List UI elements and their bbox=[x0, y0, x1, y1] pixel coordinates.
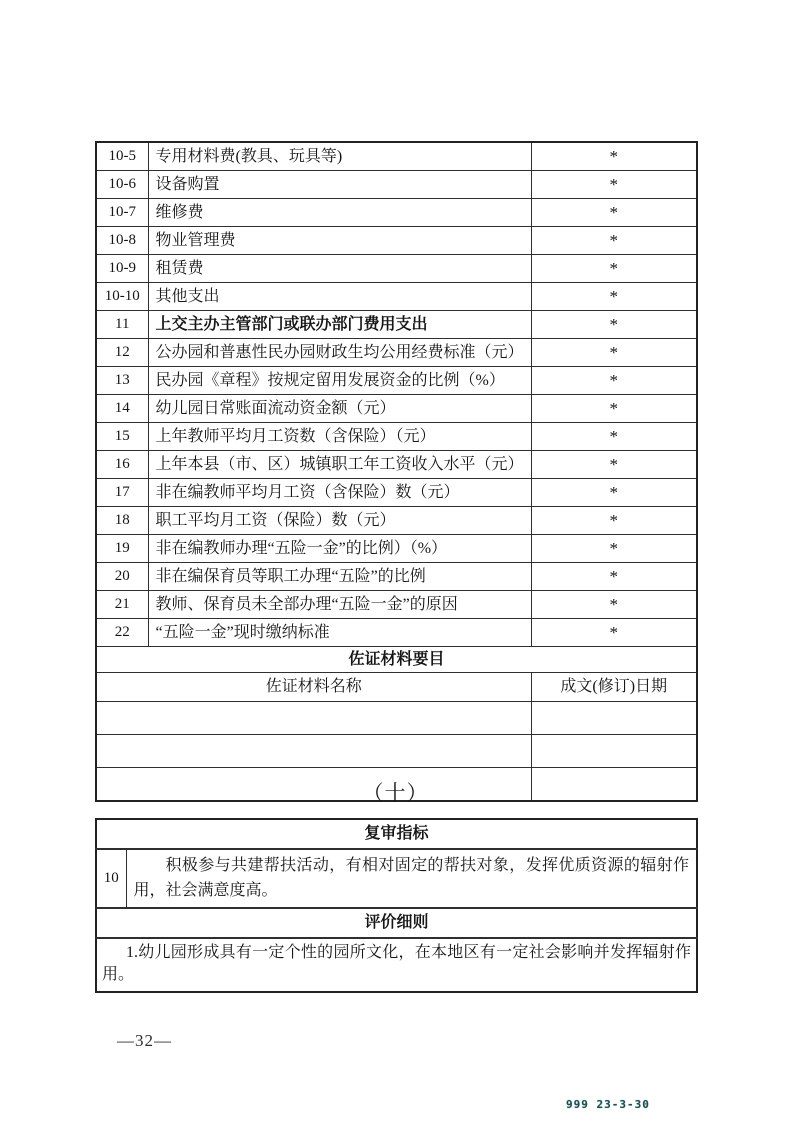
materials-name-header: 佐证材料名称 bbox=[96, 673, 531, 702]
materials-date-cell bbox=[531, 702, 697, 735]
review-header-row bbox=[96, 819, 697, 849]
rules-header-row bbox=[96, 908, 697, 938]
row-value: * bbox=[531, 283, 697, 311]
indicator-row bbox=[96, 395, 697, 423]
indicator-row bbox=[96, 535, 697, 563]
materials-name-cell bbox=[96, 735, 531, 768]
row-number: 19 bbox=[96, 535, 148, 563]
row-number: 11 bbox=[96, 311, 148, 339]
review-item-text: 积极参与共建帮扶活动，有相对固定的帮扶对象，发挥优质资源的辐射作用，社会满意度高。 bbox=[133, 857, 690, 899]
row-number: 10-5 bbox=[96, 142, 148, 171]
indicator-row bbox=[96, 199, 697, 227]
row-label: 上交主办主管部门或联办部门费用支出 bbox=[148, 311, 531, 339]
row-value: * bbox=[531, 479, 697, 507]
indicator-row bbox=[96, 563, 697, 591]
row-value: * bbox=[531, 339, 697, 367]
row-number: 22 bbox=[96, 619, 148, 647]
row-number: 17 bbox=[96, 479, 148, 507]
row-label: 上年本县（市、区）城镇职工年工资收入水平（元） bbox=[148, 451, 531, 479]
row-number: 13 bbox=[96, 367, 148, 395]
indicator-row bbox=[96, 255, 697, 283]
indicator-row bbox=[96, 423, 697, 451]
row-number: 16 bbox=[96, 451, 148, 479]
row-number: 15 bbox=[96, 423, 148, 451]
row-number: 14 bbox=[96, 395, 148, 423]
section-heading: （十） bbox=[362, 781, 429, 805]
row-label: 租赁费 bbox=[148, 255, 531, 283]
row-value: * bbox=[531, 311, 697, 339]
row-label: 公办园和普惠性民办园财政生均公用经费标准（元） bbox=[148, 339, 531, 367]
row-value: * bbox=[531, 563, 697, 591]
row-value: * bbox=[531, 227, 697, 255]
review-item-cell bbox=[126, 849, 697, 908]
row-value: * bbox=[531, 171, 697, 199]
review-item-row bbox=[96, 849, 697, 908]
rules-content-cell bbox=[96, 938, 697, 992]
row-label: 设备购置 bbox=[148, 171, 531, 199]
row-label: 物业管理费 bbox=[148, 227, 531, 255]
row-number: 18 bbox=[96, 507, 148, 535]
indicator-row bbox=[96, 171, 697, 199]
row-value: * bbox=[531, 451, 697, 479]
row-number: 10-8 bbox=[96, 227, 148, 255]
row-value: * bbox=[531, 142, 697, 171]
materials-section-title-row bbox=[96, 647, 697, 673]
row-number: 12 bbox=[96, 339, 148, 367]
materials-header-row bbox=[96, 673, 697, 702]
indicator-row bbox=[96, 479, 697, 507]
indicator-row bbox=[96, 142, 697, 171]
row-value: * bbox=[531, 591, 697, 619]
materials-date-cell bbox=[531, 735, 697, 768]
row-value: * bbox=[531, 535, 697, 563]
indicator-row bbox=[96, 339, 697, 367]
materials-name-cell bbox=[96, 702, 531, 735]
row-label: 教师、保育员未全部办理“五险一金”的原因 bbox=[148, 591, 531, 619]
row-label: 维修费 bbox=[148, 199, 531, 227]
row-label: 职工平均月工资（保险）数（元） bbox=[148, 507, 531, 535]
materials-date-header: 成文(修订)日期 bbox=[531, 673, 697, 702]
row-number: 10-10 bbox=[96, 283, 148, 311]
review-indicator-table bbox=[95, 818, 698, 993]
row-label: 其他支出 bbox=[148, 283, 531, 311]
page-number: —32— bbox=[117, 1031, 172, 1050]
row-label: 非在编教师办理“五险一金”的比例）（%） bbox=[148, 535, 531, 563]
row-label: 上年教师平均月工资数（含保险）（元） bbox=[148, 423, 531, 451]
row-value: * bbox=[531, 367, 697, 395]
row-number: 20 bbox=[96, 563, 148, 591]
row-label: 专用材料费(教具、玩具等) bbox=[148, 142, 531, 171]
row-value: * bbox=[531, 395, 697, 423]
row-value: * bbox=[531, 199, 697, 227]
row-value: * bbox=[531, 423, 697, 451]
indicator-row bbox=[96, 451, 697, 479]
indicator-rows-body bbox=[96, 142, 697, 647]
materials-empty-row bbox=[96, 702, 697, 735]
row-label: 民办园《章程》按规定留用发展资金的比例（%） bbox=[148, 367, 531, 395]
row-number: 10-9 bbox=[96, 255, 148, 283]
row-value: * bbox=[531, 255, 697, 283]
indicator-row bbox=[96, 619, 697, 647]
row-value: * bbox=[531, 619, 697, 647]
row-number: 10-7 bbox=[96, 199, 148, 227]
indicator-row bbox=[96, 311, 697, 339]
indicator-row bbox=[96, 367, 697, 395]
row-label: 非在编教师平均月工资（含保险）数（元） bbox=[148, 479, 531, 507]
row-number: 10-6 bbox=[96, 171, 148, 199]
indicator-row bbox=[96, 227, 697, 255]
rules-content-row bbox=[96, 938, 697, 992]
review-item-number: 10 bbox=[96, 849, 126, 908]
rules-header: 评价细则 bbox=[96, 908, 697, 938]
materials-section-title: 佐证材料要目 bbox=[96, 647, 697, 673]
camera-timestamp: 999 23-3-30 bbox=[566, 1098, 650, 1111]
row-label: “五险一金”现时缴纳标准 bbox=[148, 619, 531, 647]
indicator-row bbox=[96, 591, 697, 619]
indicator-row bbox=[96, 507, 697, 535]
materials-empty-row bbox=[96, 735, 697, 768]
review-header: 复审指标 bbox=[96, 819, 697, 849]
indicator-row bbox=[96, 283, 697, 311]
row-label: 幼儿园日常账面流动资金额（元） bbox=[148, 395, 531, 423]
funding-indicator-table bbox=[95, 141, 698, 802]
row-number: 21 bbox=[96, 591, 148, 619]
row-label: 非在编保育员等职工办理“五险”的比例 bbox=[148, 563, 531, 591]
row-value: * bbox=[531, 507, 697, 535]
rules-text: 1.幼儿园形成具有一定个性的园所文化，在本地区有一定社会影响并发挥辐射作用。 bbox=[102, 944, 692, 983]
